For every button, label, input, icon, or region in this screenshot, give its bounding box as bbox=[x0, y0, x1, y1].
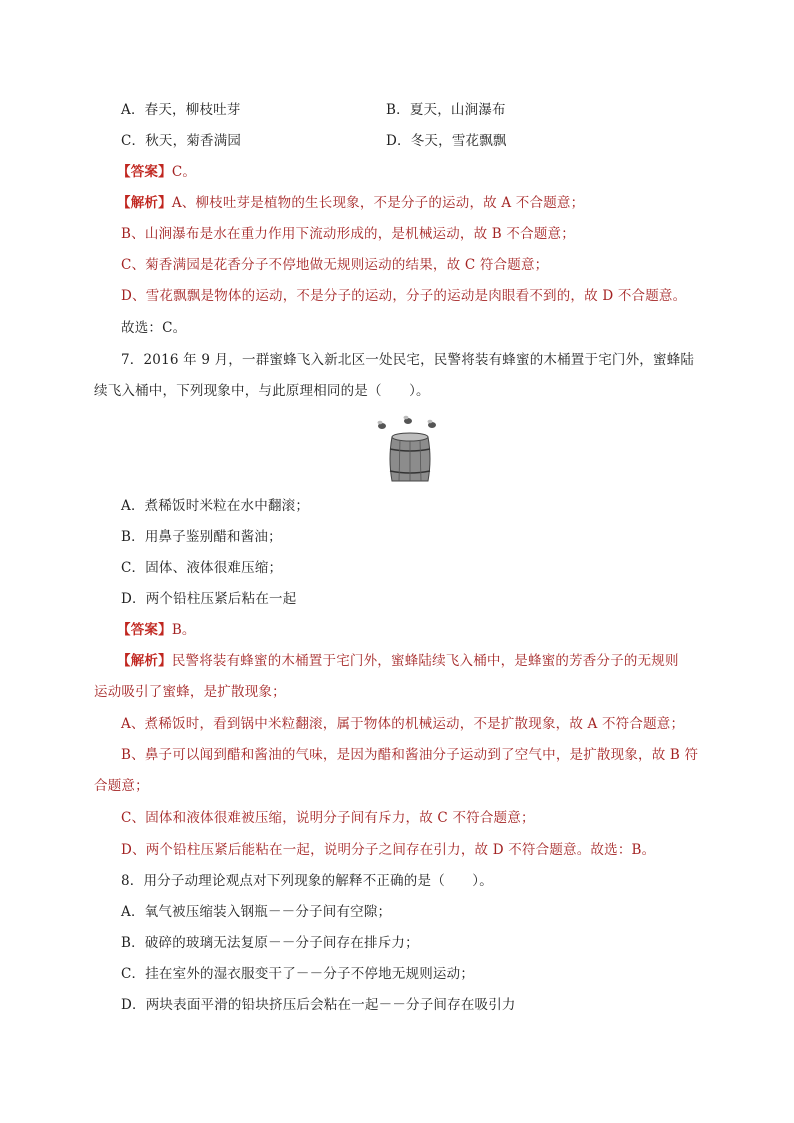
answer-value: B。 bbox=[171, 622, 196, 638]
q7-analysis-c: C、固体和液体很难被压缩，说明分子间有斥力，故 C 不符合题意； bbox=[121, 810, 535, 826]
q7-answer bbox=[117, 620, 196, 640]
q6-answer bbox=[117, 162, 196, 182]
bees-barrel-figure bbox=[372, 415, 448, 485]
q7-option-b: B．用鼻子鉴别醋和酱油； bbox=[121, 529, 282, 545]
answer-tag: 【答案】 bbox=[117, 622, 172, 638]
analysis-tag: 【解析】 bbox=[117, 195, 172, 211]
q6-conclusion: 故选：C。 bbox=[121, 320, 187, 336]
q6-option-a: A．春天，柳枝吐芽 bbox=[121, 102, 241, 118]
bee-icon bbox=[428, 420, 437, 428]
q6-option-d: D．冬天，雪花飘飘 bbox=[386, 133, 507, 149]
q7-option-d: D．两个铅柱压紧后粘在一起 bbox=[121, 591, 297, 607]
q7-analysis-d: D、两个铅柱压紧后能粘在一起，说明分子之间存在引力，故 D 不符合题意。故选：B。 bbox=[121, 842, 656, 858]
q6-analysis-line-1: 【解析】A、柳枝吐芽是植物的生长现象，不是分子的运动，故 A 不合题意； bbox=[117, 195, 585, 211]
q7-option-c: C．固体、液体很难压缩； bbox=[121, 560, 283, 576]
q8-option-b: B．破碎的玻璃无法复原－－分子间存在排斥力； bbox=[121, 935, 419, 951]
q7-analysis-line-2: 运动吸引了蜜蜂，是扩散现象； bbox=[94, 684, 286, 700]
q8-stem: 8．用分子动理论观点对下列现象的解释不正确的是（ ）。 bbox=[121, 873, 493, 889]
q6-analysis-line-2: B、山涧瀑布是水在重力作用下流动形成的，是机械运动，故 B 不合题意； bbox=[121, 226, 575, 242]
answer-value: C。 bbox=[171, 164, 197, 180]
q7-analysis-b-line-2: 合题意； bbox=[94, 778, 149, 794]
q7-analysis-line-1: 【解析】民警将装有蜂蜜的木桶置于宅门外，蜜蜂陆续飞入桶中，是蜂蜜的芳香分子的无规则 bbox=[117, 653, 679, 669]
q7-option-a: A．煮稀饭时米粒在水中翻滚； bbox=[121, 498, 310, 514]
answer-tag: 【答案】 bbox=[117, 164, 172, 180]
analysis-tag: 【解析】 bbox=[117, 653, 172, 669]
barrel-icon bbox=[390, 433, 430, 481]
q7-analysis-b-line-1: B、鼻子可以闻到醋和酱油的气味，是因为醋和酱油分子运动到了空气中，是扩散现象，故 B 符 bbox=[121, 747, 699, 763]
q8-option-d: D．两块表面平滑的铅块挤压后会粘在一起－－分子间存在吸引力 bbox=[121, 997, 516, 1013]
q8-option-a: A．氧气被压缩装入钢瓶－－分子间有空隙； bbox=[121, 904, 392, 920]
q6-analysis-line-4: D、雪花飘飘是物体的运动，不是分子的运动，分子的运动是肉眼看不到的，故 D 不合题意。 bbox=[121, 288, 687, 304]
q8-option-c: C．挂在室外的湿衣服变干了－－分子不停地无规则运动； bbox=[121, 966, 475, 982]
q7-stem-line-1: 7．2016 年 9 月，一群蜜蜂飞入新北区一处民宅，民警将装有蜂蜜的木桶置于宅门外，蜜蜂陆 bbox=[121, 352, 695, 368]
bee-icon bbox=[404, 416, 413, 424]
q7-analysis-a: A、煮稀饭时，看到锅中米粒翻滚，属于物体的机械运动，不是扩散现象，故 A 不符合题意； bbox=[121, 716, 685, 732]
q6-analysis-line-3: C、菊香满园是花香分子不停地做无规则运动的结果，故 C 符合题意； bbox=[121, 257, 549, 273]
q6-option-b: B．夏天，山涧瀑布 bbox=[386, 102, 506, 118]
q7-stem-line-2: 续飞入桶中，下列现象中，与此原理相同的是（ ）。 bbox=[94, 383, 430, 399]
q6-option-c: C．秋天，菊香满园 bbox=[121, 133, 242, 149]
bee-icon bbox=[378, 421, 387, 429]
